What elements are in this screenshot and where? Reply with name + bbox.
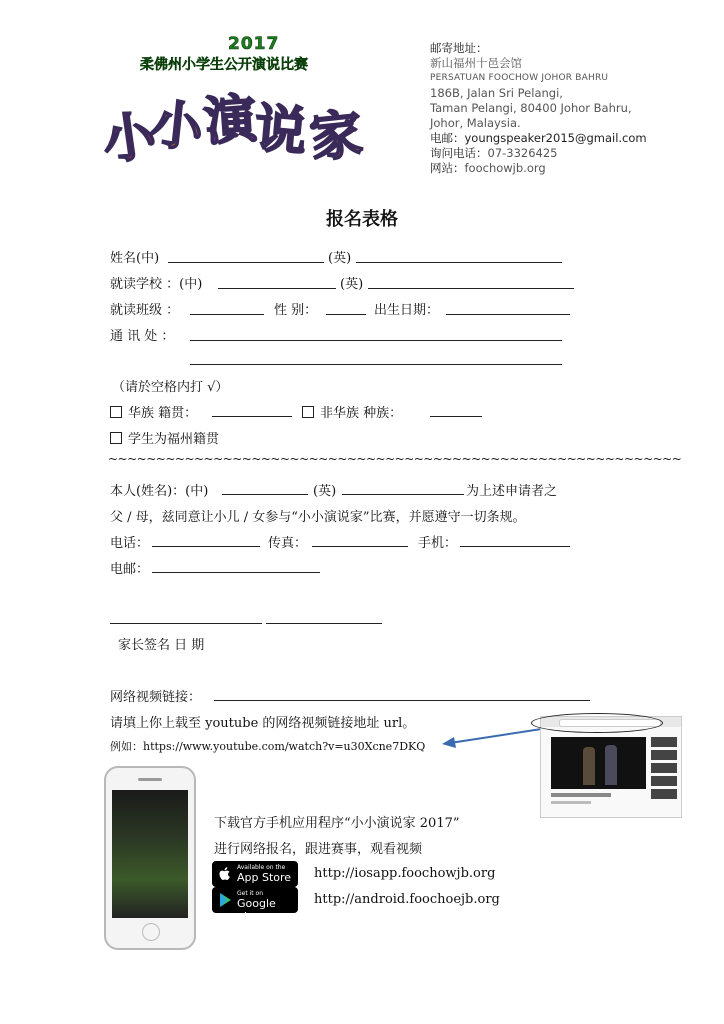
email-line [430, 131, 647, 146]
address-block [430, 41, 647, 176]
separator-line: ~~~~~~~~~~~~~~~~~~~~~~~~~~~~~~~~~~~~~~~~~~~~~~~~~~~~~~~~~~~~ [108, 452, 682, 466]
self-name-label: 本人(姓名)：(中) [110, 484, 209, 499]
gender-label: 性 别： [274, 303, 318, 318]
video-title-bar [551, 793, 611, 797]
name-en-field[interactable] [356, 262, 562, 263]
fax-field[interactable] [312, 546, 408, 547]
fax-label: 传真： [268, 536, 308, 551]
phone-image [104, 766, 196, 950]
class-field[interactable] [190, 314, 264, 315]
phone-screen [112, 790, 188, 918]
logo-char: 演 [202, 89, 259, 153]
name-en-label: (英) [328, 251, 352, 266]
mobile-label: 手机： [418, 536, 458, 551]
youtube-screenshot [540, 716, 682, 818]
video-link-label: 网络视频链接： [110, 690, 202, 705]
non-chinese-option [302, 402, 402, 421]
android-url[interactable]: http://android.foochoejb.org [314, 892, 500, 907]
web-line [430, 161, 647, 176]
phone-value: 07-3326425 [487, 146, 558, 160]
date-field[interactable] [266, 623, 382, 624]
appstore-big-text: App Store [237, 871, 292, 884]
self-name-cn-field[interactable] [222, 494, 308, 495]
foochow-option [110, 428, 219, 447]
phone-line [430, 146, 647, 161]
app-download-text: 下载官方手机应用程序“小小演说家 2017” [214, 816, 460, 831]
name-cn-label: 姓名(中) [110, 251, 160, 266]
address-label: 邮寄地址： [430, 41, 488, 55]
arrow-icon [436, 724, 552, 750]
logo-char: 小 [99, 105, 160, 173]
related-videos [651, 737, 677, 812]
mobile-field[interactable] [460, 546, 570, 547]
logo-subtitle: 柔佛州小学生公开演说比赛 [140, 57, 308, 73]
email-label: 电邮： [110, 562, 150, 577]
address-field-1[interactable] [190, 340, 562, 341]
home-button-icon [142, 923, 160, 941]
apple-icon [218, 866, 232, 882]
gender-field[interactable] [326, 314, 366, 315]
video-link-field[interactable] [214, 700, 590, 701]
address-line2: Taman Pelangi, 80400 Johor Bahru, [430, 101, 632, 115]
play-icon [218, 892, 232, 908]
google-play-badge[interactable] [212, 887, 298, 923]
logo-char: 家 [307, 104, 366, 170]
dob-field[interactable] [446, 314, 570, 315]
school-cn-label: 就读学校 ：(中) [110, 277, 203, 292]
signature-label: 家长签名 日 期 [118, 638, 205, 653]
chinese-option [110, 402, 197, 421]
consent-text: 父 / 母，兹同意让小儿 / 女参与“小小演说家”比赛，并愿遵守一切条规。 [110, 510, 526, 525]
dob-label: 出生日期： [374, 303, 440, 318]
web-value[interactable]: foochowjb.org [464, 161, 546, 175]
logo-main-title [100, 78, 390, 178]
race-field[interactable] [430, 416, 482, 417]
school-cn-field[interactable] [218, 288, 336, 289]
email-label: 电邮： [430, 131, 465, 145]
email-value[interactable]: youngspeaker2015@gmail.com [464, 131, 647, 145]
highlight-oval [531, 713, 663, 733]
video-frame [551, 737, 646, 789]
logo-year: 2017 [228, 34, 280, 54]
tel-label: 电话： [110, 536, 150, 551]
app-store-badge[interactable] [212, 861, 298, 887]
org-name-en: PERSATUAN FOOCHOW JOHOR BAHRU [430, 73, 609, 83]
video-subtitle-bar [551, 801, 591, 804]
org-name-cn: 新山福州十邑会馆 [430, 56, 522, 70]
jiguan-field[interactable] [212, 416, 292, 417]
appstore-small-text: Available on the [237, 864, 286, 871]
ios-url[interactable]: http://iosapp.foochowjb.org [314, 866, 496, 881]
foochow-label: 学生为福州籍贯 [128, 432, 220, 447]
name-cn-field[interactable] [168, 262, 324, 263]
class-label: 就读班级 ： [110, 303, 180, 318]
video-example: 例如：https://www.youtube.com/watch?v=u30Xcne7DKQ [110, 740, 426, 753]
logo-char: 小 [147, 94, 206, 160]
tel-field[interactable] [152, 546, 260, 547]
non-chinese-checkbox[interactable] [302, 406, 314, 418]
logo-char: 说 [252, 98, 310, 164]
self-name-en-field[interactable] [342, 494, 464, 495]
non-chinese-label: 非华族 种族： [320, 406, 403, 421]
chinese-checkbox[interactable] [110, 406, 122, 418]
app-features-text: 进行网络报名，跟进赛事，观看视频 [214, 842, 423, 857]
googleplay-big-text: Google play [237, 897, 276, 923]
foochow-checkbox[interactable] [110, 432, 122, 444]
school-en-label: (英) [340, 277, 364, 292]
googleplay-small-text: Get it on [237, 890, 264, 897]
chinese-label: 华族 籍贯： [128, 406, 198, 421]
web-label: 网站： [430, 161, 465, 175]
guardian-text: 为上述申请者之 [466, 484, 558, 499]
phone-speaker [138, 778, 162, 781]
phone-label: 询问电话： [430, 146, 488, 160]
self-name-en-label: (英) [313, 484, 337, 499]
address-line1: 186B, Jalan Sri Pelangi, [430, 86, 563, 100]
email-field[interactable] [152, 572, 320, 573]
address-field-2[interactable] [190, 364, 562, 365]
checkbox-hint: （请於空格内打 √） [112, 380, 229, 395]
video-instructions: 请填上你上载至 youtube 的网络视频链接地址 url。 [110, 716, 416, 731]
address-field-label: 通 讯 处 ： [110, 329, 175, 344]
school-en-field[interactable] [368, 288, 574, 289]
address-line3: Johor, Malaysia. [430, 116, 521, 130]
form-title: 报名表格 [326, 209, 398, 230]
signature-field[interactable] [110, 623, 262, 624]
